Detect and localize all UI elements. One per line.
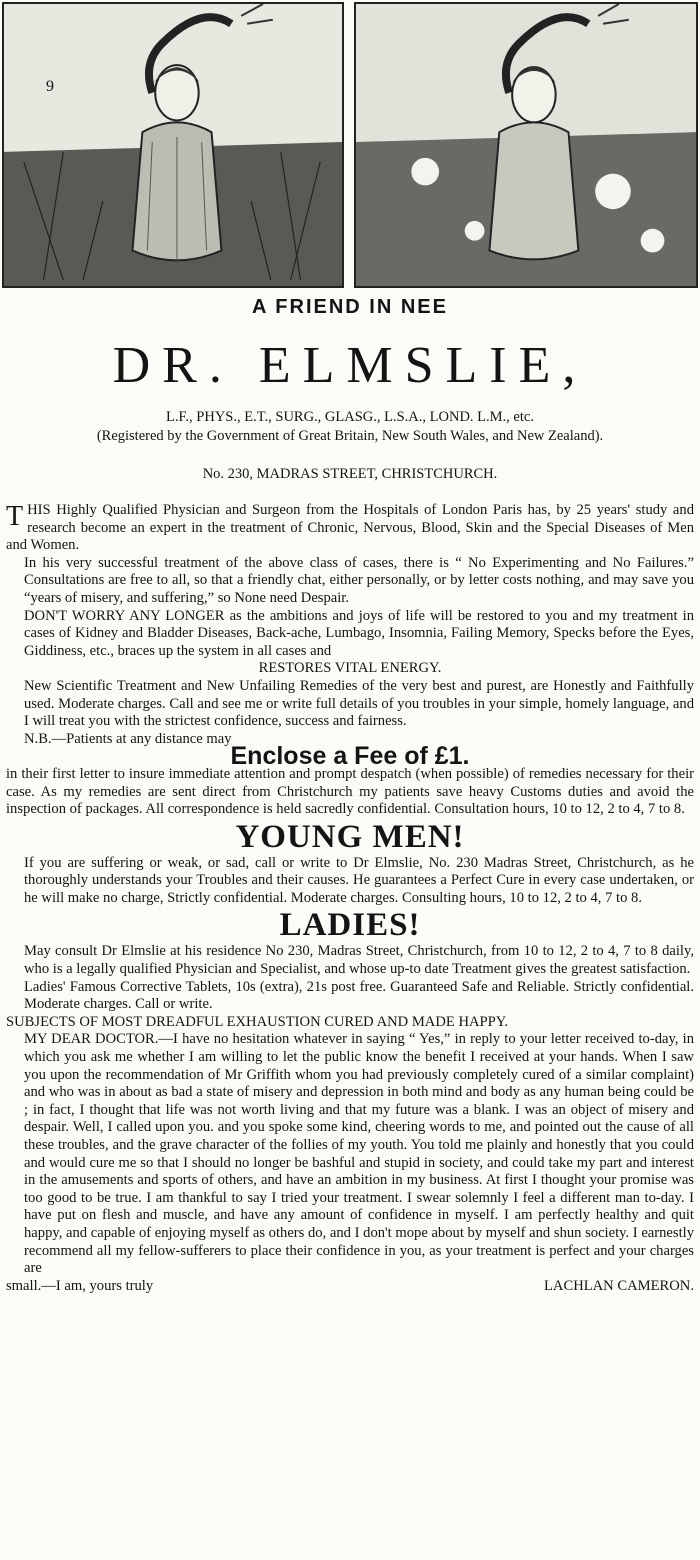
subjects-heading: SUBJECTS OF MOST DREADFUL EXHAUSTION CURED AND MADE HAPPY. bbox=[6, 1013, 509, 1030]
fee-heading: Enclose a Fee of £1. bbox=[230, 742, 470, 771]
testimonial-letter: MY DEAR DOCTOR.—I have no hesitation whatever in saying “ Yes,” in reply to your letter received to-day, in which you ask me whether I am willing to let the public know the benefit I received at your hands. When I saw you upon the recommendation of Mr Griffith whom you had previously completely cured of a similar complaint) and who was in about as bad a state of misery and depression in both mind and body as any human being could be ; in fact, I thought that life was not worth living and that my future was a blank. I was an object of misery and despair. Well, I called upon you. and you spoke some kind, cheering words to me, and pointed out the cause of all these troubles, and the grave character of the follies of my youth. You told me plainly and honestly that you could and would cure me so that I should no longer be bashful and stupid in society, and could take my part and interest in the amusements and sports of others, and have an ambition in my business. At first I thought your promise was too good to be true. I am thankful to say I tried your treatment. I swear solemnly I feel a different man to-day. I have put on flesh and muscle, and have any amount of confidence in myself. I am perfectly healthy and quit happy, and capable of enjoying myself as others do, and I don't mope about by myself and shun society. I earnestly recommend all my fellow-sufferers to place their confidence in you, as your treatment is perfect and your charges are bbox=[24, 1031, 694, 1277]
illustration-row bbox=[0, 0, 700, 292]
tablets-paragraph: Ladies' Famous Corrective Tablets, 10s (extra), 21s post free. Guaranteed Safe and Reliable. Strictly confidential. Moderate charges. Call or write. bbox=[24, 978, 694, 1013]
ladies-heading: LADIES! bbox=[279, 907, 421, 944]
credentials-block bbox=[6, 408, 694, 446]
young-men-paragraph: If you are suffering or weak, or sad, call or write to Dr Elmslie, No. 230 Madras Street, Christchurch, as he thoroughly understands your Troubles and their causes. He guarantees a Perfect Cure in every case undertaken, or he will make no charge, Strictly confidential. Moderate charges. Consulting hours, 10 to 12, 2 to 4, 7 to 8. bbox=[24, 854, 694, 906]
doctor-name: DR. ELMSLIE, bbox=[112, 337, 588, 394]
signature: LACHLAN CAMERON. bbox=[544, 1277, 694, 1294]
advertisement-body bbox=[6, 502, 694, 1295]
dropcap: T bbox=[6, 501, 24, 532]
treatment-paragraph: New Scientific Treatment and New Unfailing Remedies of the very best and purest, are Honestly and Faithfully used. Moderate charges. Call and see me or write full details of you troubles in your simple, homely language, and I will treat you with the strictest confidence, success and fairness. bbox=[24, 677, 694, 730]
intro-paragraph bbox=[6, 502, 694, 555]
illustration-right bbox=[354, 2, 698, 288]
registration: (Registered by the Government of Great Britain, New South Wales, and New Zealand). bbox=[96, 428, 604, 444]
intro-text: HIS Highly Qualified Physician and Surgeon from the Hospitals of London Paris has, by 25 years' study and research become an expert in the treatment of Chronic, Nervous, Blood, Skin and the Special Diseases of Men and Women. bbox=[6, 502, 694, 554]
qualifications: L.F., PHYS., E.T., SURG., GLASG., L.S.A., LOND. L.M., etc. bbox=[166, 409, 534, 425]
headline: A FRIEND IN NEE bbox=[252, 296, 448, 318]
image-number: 9 bbox=[46, 78, 54, 95]
illustration-left bbox=[2, 2, 344, 288]
signature-row bbox=[6, 1278, 694, 1296]
young-men-heading: YOUNG MEN! bbox=[235, 818, 465, 855]
success-paragraph: In his very successful treatment of the above class of cases, there is “ No Experimenting and No Failures.” Consultations are free to all, so that a friendly chat, either personally, or by letter costs nothing, and may save you “years of misery, and suffering,” so None need Despair. bbox=[24, 554, 694, 606]
ladies-paragraph: May consult Dr Elmslie at his residence No 230, Madras Street, Christchurch, from 10 to 12, 2 to 4, 7 to 8 daily, who is a legally qualified Physician and Specialist, and whose up-to date Treatment gives the greatest satisfaction. bbox=[24, 943, 694, 978]
nb-line: N.B.—Patients at any distance may bbox=[24, 730, 232, 747]
closing-line: small.—I am, yours truly bbox=[6, 1277, 154, 1294]
address: No. 230, MADRAS STREET, CHRISTCHURCH. bbox=[202, 466, 498, 482]
worry-paragraph: DON'T WORRY ANY LONGER as the ambitions and joys of life will be restored to you and my treatment in cases of Kidney and Bladder Diseases, Back-ache, Lumbago, Insomnia, Failing Memory, Specks before the Eyes, Giddiness, etc., braces up the system in all cases and bbox=[24, 607, 694, 659]
fee-paragraph: in their first letter to insure immediate attention and prompt despatch (when possible) of remedies necessary for their case. As my remedies are sent direct from Christchurch my patients save heavy Customs duties and avoid the inspection of packages. All correspondence is held sacredly confidential. Consultation hours, 10 to 12, 2 to 4, 7 to 8. bbox=[6, 765, 694, 818]
restores-heading: RESTORES VITAL ENERGY. bbox=[258, 660, 442, 677]
